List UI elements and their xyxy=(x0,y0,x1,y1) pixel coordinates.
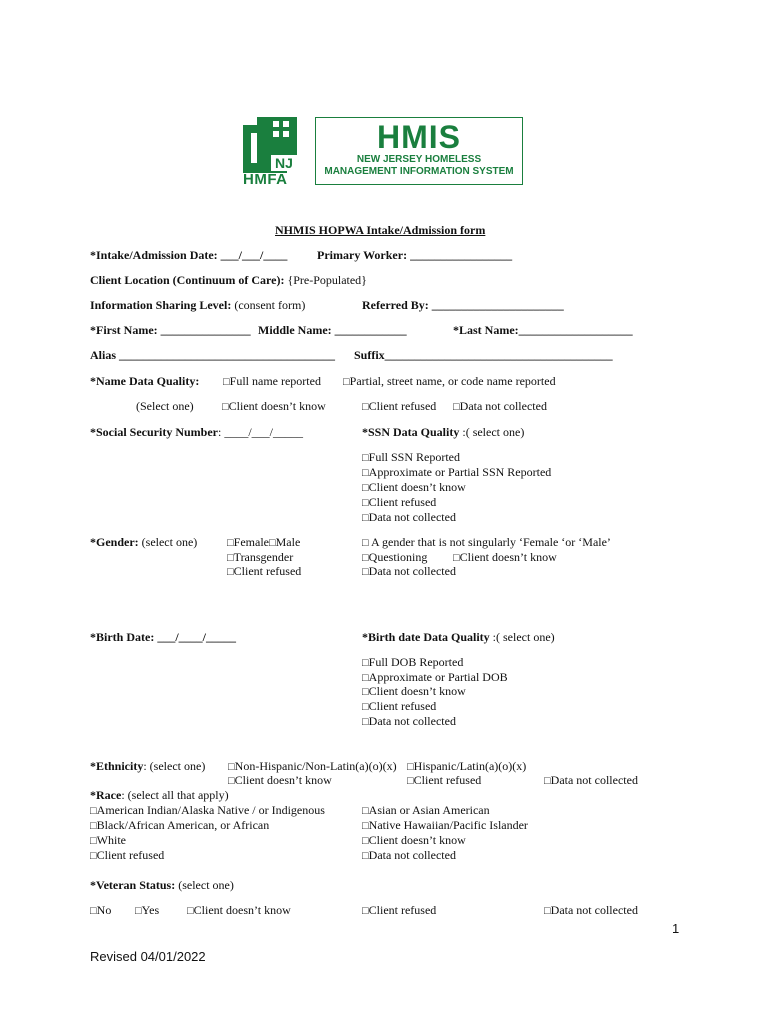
option-label: Full SSN Reported xyxy=(368,450,460,464)
ssn-quality-label: *SSN Data Quality xyxy=(362,425,460,439)
option-label: White xyxy=(96,833,126,847)
option-label: Yes xyxy=(141,903,160,917)
ssn-quality-option[interactable] xyxy=(362,495,436,510)
name-quality-partial-checkbox[interactable] xyxy=(343,374,556,389)
client-location-value: {Pre-Populated} xyxy=(284,273,367,287)
gender-transgender-checkbox[interactable] xyxy=(227,550,293,565)
birth-quality-option[interactable] xyxy=(362,714,456,729)
ethnicity-not-collected-checkbox[interactable] xyxy=(544,773,638,788)
race-label: *Race xyxy=(90,788,122,802)
ethnicity-label: *Ethnicity xyxy=(90,759,144,773)
birth-quality-hint: :( select one) xyxy=(489,630,555,644)
hmis-title: HMIS xyxy=(377,119,461,155)
veteran-not-collected-checkbox[interactable] xyxy=(544,903,638,918)
option-label: Client refused xyxy=(413,773,482,787)
option-label: Client refused xyxy=(233,564,302,578)
hmis-logo xyxy=(315,117,523,185)
option-label: Client doesn’t know xyxy=(234,773,332,787)
hmfa-wordmark: HMFA xyxy=(243,171,288,188)
option-label: Client doesn’t know xyxy=(368,480,466,494)
ethnicity-dont-know-checkbox[interactable] xyxy=(228,773,332,788)
option-label: Data not collected xyxy=(550,773,638,787)
option-label: Client doesn’t know xyxy=(228,399,326,413)
option-label: Data not collected xyxy=(368,564,456,578)
gender-female-checkbox[interactable] xyxy=(227,535,269,549)
ssn-quality-option[interactable] xyxy=(362,450,460,465)
info-sharing-label: Information Sharing Level: xyxy=(90,298,232,312)
client-location-label: Client Location (Continuum of Care): xyxy=(90,273,285,287)
ethnicity-hispanic-checkbox[interactable] xyxy=(407,759,526,774)
option-label: A gender that is not singularly ‘Female ‘or ‘Male’ xyxy=(368,535,611,549)
option-label: Data not collected xyxy=(368,510,456,524)
ssn-quality-option[interactable] xyxy=(362,510,456,525)
option-label: Black/African American, or African xyxy=(96,818,270,832)
option-label: Transgender xyxy=(233,550,294,564)
option-label: Client refused xyxy=(368,903,437,917)
option-label: Data not collected xyxy=(459,399,547,413)
option-label: Data not collected xyxy=(368,848,456,862)
last-name-field[interactable]: *Last Name:___________________ xyxy=(453,323,633,337)
birth-quality-option[interactable] xyxy=(362,670,508,685)
gender-label: *Gender: xyxy=(90,535,139,549)
race-option[interactable] xyxy=(90,818,269,833)
birth-quality-option[interactable] xyxy=(362,699,436,714)
option-label: Data not collected xyxy=(368,714,456,728)
ssn-quality-option[interactable] xyxy=(362,480,466,495)
race-option[interactable] xyxy=(362,833,466,848)
option-label: Female xyxy=(233,535,269,549)
race-option[interactable] xyxy=(362,803,490,818)
veteran-refused-checkbox[interactable] xyxy=(362,903,436,918)
option-label: Client doesn’t know xyxy=(368,684,466,698)
ssn-label: *Social Security Number xyxy=(90,425,218,439)
option-label: Non-Hispanic/Non-Latin(a)(o)(x) xyxy=(234,759,397,773)
suffix-field[interactable]: Suffix______________________________________ xyxy=(354,348,613,362)
veteran-label: *Veteran Status: xyxy=(90,878,176,892)
option-label: Data not collected xyxy=(550,903,638,917)
revised-date: Revised 04/01/2022 xyxy=(90,949,206,964)
gender-refused-checkbox[interactable] xyxy=(227,564,301,579)
option-label: Client refused xyxy=(368,495,437,509)
ssn-quality-option[interactable] xyxy=(362,465,551,480)
gender-hint: (select one) xyxy=(138,535,198,549)
gender-male-checkbox[interactable] xyxy=(269,535,300,549)
option-label: Asian or Asian American xyxy=(368,803,490,817)
option-label: Client refused xyxy=(368,399,437,413)
hmfa-logo xyxy=(243,117,305,187)
birth-quality-label: *Birth date Data Quality xyxy=(362,630,490,644)
ethnicity-refused-checkbox[interactable] xyxy=(407,773,481,788)
ssn-value: : ____/___/_____ xyxy=(218,425,304,439)
ssn-field[interactable] xyxy=(90,425,303,439)
veteran-hint: (select one) xyxy=(175,878,234,892)
name-quality-dont-know-checkbox[interactable] xyxy=(222,399,326,414)
option-label: Client doesn’t know xyxy=(193,903,291,917)
birth-quality-option[interactable] xyxy=(362,684,466,699)
client-location-field xyxy=(90,273,367,287)
race-option[interactable] xyxy=(90,803,325,818)
page-number: 1 xyxy=(672,921,680,936)
name-quality-label: *Name Data Quality: xyxy=(90,374,200,388)
race-option[interactable] xyxy=(90,848,164,863)
option-label: Full DOB Reported xyxy=(368,655,464,669)
option-label: Approximate or Partial SSN Reported xyxy=(368,465,552,479)
form-title: NHMIS HOPWA Intake/Admission form xyxy=(275,223,486,237)
gender-heading xyxy=(90,535,197,549)
hmis-subtitle-1: NEW JERSEY HOMELESS xyxy=(356,154,482,165)
veteran-no-checkbox[interactable] xyxy=(90,903,111,918)
gender-dont-know-checkbox[interactable] xyxy=(453,550,557,565)
hmis-subtitle-2: MANAGEMENT INFORMATION SYSTEM xyxy=(324,166,514,177)
first-name-field[interactable]: *First Name: _______________ xyxy=(90,323,251,337)
gender-other-checkbox[interactable] xyxy=(362,535,611,550)
name-quality-full-checkbox[interactable] xyxy=(223,374,321,389)
option-label: Approximate or Partial DOB xyxy=(368,670,508,684)
intake-date-field[interactable]: *Intake/Admission Date: ___/___/____ xyxy=(90,248,288,262)
veteran-yes-checkbox[interactable] xyxy=(135,903,159,918)
alias-field[interactable]: Alias ____________________________________ xyxy=(90,348,336,362)
option-label: Partial, street name, or code name reported xyxy=(349,374,556,388)
info-sharing-value: (consent form) xyxy=(231,298,306,312)
option-label: Male xyxy=(275,535,301,549)
info-sharing-field xyxy=(90,298,305,312)
birth-date-field[interactable]: *Birth Date: ___/____/_____ xyxy=(90,630,236,644)
ssn-quality-heading xyxy=(362,425,524,439)
ethnicity-heading xyxy=(90,759,205,773)
option-label: Client doesn’t know xyxy=(459,550,557,564)
veteran-dont-know-checkbox[interactable] xyxy=(187,903,291,918)
option-label: Client refused xyxy=(368,699,437,713)
race-option[interactable] xyxy=(362,818,528,833)
option-label: Questioning xyxy=(368,550,428,564)
referred-by-field[interactable]: Referred By: ______________________ xyxy=(362,298,564,312)
veteran-heading xyxy=(90,878,234,892)
option-label: American Indian/Alaska Native / or Indigenous xyxy=(96,803,325,817)
option-label: Client refused xyxy=(96,848,165,862)
option-label: No xyxy=(96,903,112,917)
ssn-quality-hint: :( select one) xyxy=(459,425,525,439)
name-quality-refused-checkbox[interactable] xyxy=(362,399,436,414)
option-label: Full name reported xyxy=(229,374,321,388)
nj-badge: NJ xyxy=(271,155,297,171)
birth-quality-heading xyxy=(362,630,555,644)
option-label: Hispanic/Latin(a)(o)(x) xyxy=(413,759,527,773)
primary-worker-field[interactable]: Primary Worker: _________________ xyxy=(317,248,513,262)
ethnicity-non-hispanic-checkbox[interactable] xyxy=(228,759,397,774)
name-quality-hint: (Select one) xyxy=(136,399,194,413)
race-option[interactable] xyxy=(90,833,126,848)
gender-not-collected-checkbox[interactable] xyxy=(362,564,456,579)
option-label: Native Hawaiian/Pacific Islander xyxy=(368,818,528,832)
gender-female-male-row xyxy=(227,535,300,550)
race-heading xyxy=(90,788,229,802)
ethnicity-hint: : (select one) xyxy=(143,759,206,773)
race-option[interactable] xyxy=(362,848,456,863)
birth-quality-option[interactable] xyxy=(362,655,463,670)
race-hint: : (select all that apply) xyxy=(121,788,229,802)
name-quality-not-collected-checkbox[interactable] xyxy=(453,399,547,414)
gender-questioning-checkbox[interactable] xyxy=(362,550,427,565)
middle-name-field[interactable]: Middle Name: ____________ xyxy=(258,323,407,337)
option-label: Client doesn’t know xyxy=(368,833,466,847)
